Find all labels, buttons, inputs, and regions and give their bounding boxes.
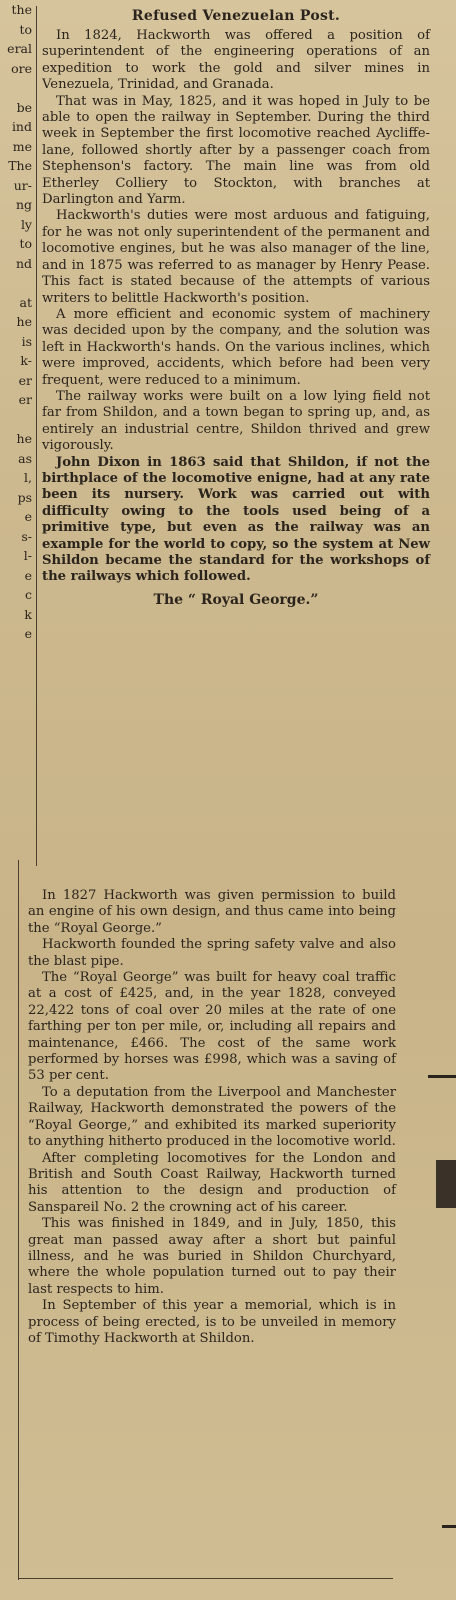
paragraph: The railway works were built on a low lying field not far from Shildon, and a town began to spring up, and, as entirely an industrial centre, Shildon thrived and grew vigorously. xyxy=(42,388,430,454)
right-edge-mark xyxy=(428,1075,456,1078)
margin-fragment xyxy=(0,78,34,98)
margin-fragment xyxy=(0,683,34,703)
right-edge-block xyxy=(436,1160,456,1208)
margin-fragment: he xyxy=(16,431,32,446)
margin-fragment xyxy=(0,702,34,722)
margin-fragment: s- xyxy=(21,528,32,544)
margin-fragment: ly xyxy=(20,216,32,232)
margin-fragment: he xyxy=(16,314,32,329)
adjacent-column-fragments xyxy=(0,0,34,880)
margin-fragment: e xyxy=(24,509,32,524)
article-column-upper xyxy=(42,8,430,614)
margin-fragment: ore xyxy=(11,60,32,76)
margin-fragment: er xyxy=(18,392,32,407)
margin-fragment: at xyxy=(19,294,32,310)
margin-fragment: as xyxy=(18,450,32,466)
margin-fragment: ps xyxy=(17,489,32,505)
margin-fragment xyxy=(0,644,34,664)
article-column-lower xyxy=(28,888,396,1347)
paragraph: A more efficient and economic system of machinery was decided upon by the company, and the solution was left in Hackworth's hands. On the various inclines, which were improved, accidents, which before had been very frequent, were reduced to a minimum. xyxy=(42,306,430,388)
right-edge-mark-lower xyxy=(442,1525,456,1528)
margin-fragment: me xyxy=(12,138,32,154)
margin-fragment: be xyxy=(16,99,32,115)
margin-fragment: nd xyxy=(15,255,32,271)
margin-fragment xyxy=(0,761,34,781)
paragraph: To a deputation from the Liverpool and Manchester Railway, Hackworth demonstrated the powers of the “Royal George,” and exhibited its marked superiority to anything hitherto produced in the locomotive world. xyxy=(28,1084,396,1150)
paragraph: This was finished in 1849, and in July, 1850, this great man passed away after a short but painful illness, and he was buried in Shildon Churchyard, where the whole population turned out to pay their last respects to him. xyxy=(28,1216,396,1297)
paragraph: Hackworth's duties were most arduous and fatiguing, for he was not only superintendent of the permanent and locomotive engines, but he was also manager of the line, and in 1875 was referred to as manager by Henry Pease. This fact is stated because of the attempts of various writers to belittle Hackworth's position. xyxy=(42,208,430,306)
margin-fragment: to xyxy=(19,21,32,37)
margin-fragment: ur- xyxy=(13,177,32,193)
paragraph: The “Royal George” was built for heavy coal traffic at a cost of £425, and, in the year 1828, conveyed 22,422 tons of coal over 20 miles at the rate of one farthing per ton per mile, or, including all repairs and maintenance, £466. The cost of the same work performed by horses was £998, which was a saving of 53 per cent. xyxy=(28,970,396,1084)
margin-fragment: is xyxy=(21,333,32,349)
section-heading-venezuelan: Refused Venezuelan Post. xyxy=(131,8,341,24)
paragraph: That was in May, 1825, and it was hoped in July to be able to open the railway in September. During the third week in September the first locomotive reached Aycliffe-lane, followed shortly after by a passenger coach from Stephenson's factory. The main line was from old Etherley Colliery to Stockton, with branches at Darlington and Yarm. xyxy=(42,93,430,208)
column-rule-lower xyxy=(18,860,19,1580)
margin-fragment: e xyxy=(24,626,32,641)
margin-fragment xyxy=(0,663,34,683)
margin-fragment: e xyxy=(24,567,32,583)
margin-fragment xyxy=(0,722,34,742)
paragraph: After completing locomotives for the London and British and South Coast Railway, Hackworth turned his attention to the design and production of Sanspareil No. 2 the crowning act of his career. xyxy=(28,1150,396,1215)
margin-fragment: to xyxy=(19,236,32,251)
margin-fragment xyxy=(0,800,34,820)
margin-fragment xyxy=(0,780,34,800)
column-rule xyxy=(36,6,37,866)
section-heading-royal-george: The “ Royal George.” xyxy=(153,591,319,608)
margin-fragment: ind xyxy=(11,119,32,134)
margin-fragment xyxy=(0,273,34,293)
paragraph: In September of this year a memorial, which is in process of being erected, is to be unveiled in memory of Timothy Hackworth at Shildon. xyxy=(28,1298,396,1346)
margin-fragment: l, xyxy=(24,470,32,485)
margin-fragment: ng xyxy=(15,197,32,212)
margin-fragment: The xyxy=(8,158,32,173)
bottom-rule xyxy=(18,1578,393,1579)
paragraph: In 1824, Hackworth was offered a position of superintendent of the engineering operations of an expedition to work the gold and silver mines in Venezuela, Trinidad, and Granada. xyxy=(42,28,430,93)
margin-fragment: c xyxy=(24,587,32,602)
margin-fragment: l- xyxy=(23,548,32,563)
margin-fragment: er xyxy=(18,372,32,388)
margin-fragment: k- xyxy=(20,353,32,368)
paragraph: In 1827 Hackworth was given permission to build an engine of his own design, and thus came into being the “Royal George.” xyxy=(28,888,396,936)
margin-fragment xyxy=(0,410,34,430)
margin-fragment xyxy=(0,819,34,839)
margin-fragment: k xyxy=(24,606,32,622)
paragraph-bold: John Dixon in 1863 said that Shildon, if not the birthplace of the locomotive enigne, had at any rate been its nursery. Work was carried out with difficulty owing to the tools used being of a primitive type, but even as the railway was an example for the world to copy, so the system at New Shildon became the standard for the workshops of the railways which followed. xyxy=(42,454,430,585)
margin-fragment: eral xyxy=(7,41,32,56)
margin-fragment xyxy=(0,741,34,761)
margin-fragment: the xyxy=(11,2,32,17)
paragraph: Hackworth founded the spring safety valve and also the blast pipe. xyxy=(28,937,396,969)
